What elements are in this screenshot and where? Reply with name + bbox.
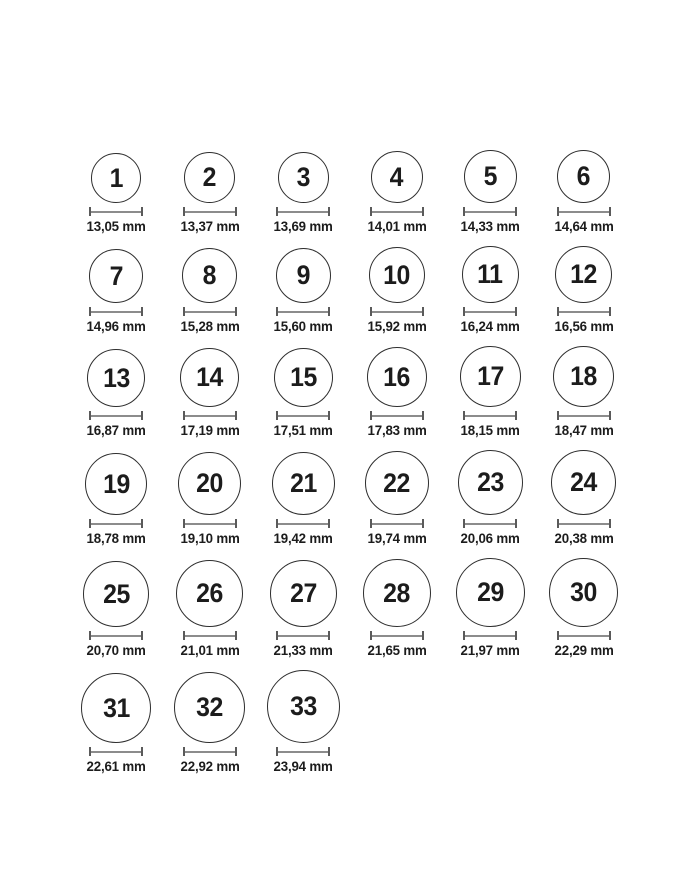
ring-size-item: [537, 558, 631, 658]
diameter-label: 15,28 mm: [180, 318, 240, 335]
diameter-label: 17,51 mm: [273, 422, 333, 439]
diameter-ruler-icon: [370, 631, 424, 640]
diameter-ruler-icon: [89, 519, 143, 528]
ring-size-number: 20: [196, 468, 224, 499]
diameter-label: 16,87 mm: [86, 422, 146, 439]
ring-size-circle: [83, 561, 149, 627]
ring-size-item: [444, 150, 538, 234]
diameter-ruler-icon: [557, 411, 611, 420]
diameter-ruler-line: [278, 635, 328, 637]
ring-size-item: [257, 152, 351, 234]
ring-size-item: [537, 246, 631, 334]
ring-size-number: 24: [570, 467, 598, 498]
ring-size-circle: [371, 151, 423, 203]
diameter-label: 21,65 mm: [367, 642, 427, 659]
ring-size-number: 1: [109, 162, 123, 193]
diameter-ruler-icon: [557, 631, 611, 640]
diameter-ruler-line: [278, 523, 328, 525]
diameter-label: 19,42 mm: [273, 530, 333, 547]
diameter-label: 18,78 mm: [86, 530, 146, 547]
diameter-ruler-icon: [276, 631, 330, 640]
diameter-ruler-icon: [370, 519, 424, 528]
diameter-ruler-icon: [557, 207, 611, 216]
diameter-label: 14,96 mm: [86, 318, 146, 335]
diameter-ruler-line: [185, 211, 235, 213]
diameter-ruler-line: [185, 523, 235, 525]
ring-size-circle: [270, 560, 337, 627]
ring-size-number: 14: [196, 362, 224, 393]
diameter-ruler-icon: [183, 307, 237, 316]
ring-size-circle: [278, 152, 329, 203]
diameter-ruler-line: [372, 415, 422, 417]
diameter-label: 18,15 mm: [460, 422, 520, 439]
ring-size-number: 10: [383, 259, 411, 290]
diameter-ruler-line: [185, 751, 235, 753]
ring-size-number: 2: [203, 162, 217, 192]
ring-size-number: 16: [383, 361, 411, 392]
diameter-label: 13,37 mm: [180, 218, 240, 234]
diameter-ruler-line: [559, 415, 609, 417]
ring-size-circle: [464, 150, 517, 203]
diameter-ruler-icon: [89, 411, 143, 420]
ring-size-number: 26: [196, 578, 224, 609]
diameter-ruler-icon: [463, 519, 517, 528]
ring-size-item: [350, 347, 444, 438]
diameter-ruler-line: [91, 751, 141, 753]
ring-size-number: 12: [570, 259, 598, 290]
ring-size-item: [163, 152, 257, 234]
diameter-ruler-icon: [183, 747, 237, 756]
ring-size-number: 6: [577, 161, 591, 191]
diameter-ruler-line: [465, 415, 515, 417]
diameter-ruler-line: [91, 523, 141, 525]
diameter-label: 22,92 mm: [180, 758, 240, 775]
ring-size-number: 7: [109, 260, 123, 291]
diameter-ruler-icon: [89, 307, 143, 316]
diameter-ruler-line: [278, 311, 328, 313]
diameter-ruler-icon: [557, 519, 611, 528]
diameter-label: 16,56 mm: [554, 318, 614, 335]
ring-size-item: [444, 246, 538, 334]
ring-size-circle: [551, 450, 616, 515]
diameter-ruler-icon: [370, 411, 424, 420]
diameter-label: 15,60 mm: [273, 318, 333, 335]
diameter-label: 21,97 mm: [460, 642, 520, 659]
diameter-ruler-line: [278, 211, 328, 213]
ring-size-number: 21: [289, 468, 317, 499]
diameter-ruler-icon: [276, 411, 330, 420]
ring-size-circle: [267, 670, 340, 743]
ring-size-number: 30: [570, 577, 598, 608]
ring-size-item: [257, 348, 351, 438]
diameter-ruler-line: [372, 635, 422, 637]
diameter-label: 17,19 mm: [180, 422, 240, 439]
diameter-ruler-line: [372, 211, 422, 213]
ring-size-item: [444, 346, 538, 438]
ring-size-circle: [549, 558, 618, 627]
diameter-ruler-icon: [557, 307, 611, 316]
ring-size-number: 5: [483, 161, 497, 191]
ring-size-circle: [182, 248, 237, 303]
ring-size-circle: [367, 347, 427, 407]
ring-size-circle: [174, 672, 245, 743]
ring-size-number: 8: [203, 260, 217, 291]
diameter-ruler-line: [278, 751, 328, 753]
ring-size-number: 19: [102, 468, 130, 499]
diameter-ruler-icon: [276, 307, 330, 316]
diameter-label: 14,01 mm: [367, 218, 427, 234]
diameter-ruler-icon: [370, 207, 424, 216]
diameter-label: 20,70 mm: [86, 642, 146, 659]
ring-size-number: 17: [476, 361, 504, 392]
diameter-label: 22,29 mm: [554, 642, 614, 659]
diameter-label: 13,05 mm: [86, 218, 146, 234]
ring-size-item: [163, 672, 257, 774]
ring-size-number: 33: [289, 691, 317, 722]
ring-size-circle: [460, 346, 521, 407]
diameter-ruler-line: [91, 211, 141, 213]
diameter-ruler-line: [372, 523, 422, 525]
diameter-ruler-icon: [463, 631, 517, 640]
diameter-ruler-line: [278, 415, 328, 417]
ring-size-item: [163, 248, 257, 334]
ring-size-item: [350, 451, 444, 546]
diameter-ruler-line: [91, 415, 141, 417]
ring-size-circle: [553, 346, 614, 407]
ring-size-circle: [555, 246, 612, 303]
ring-size-number: 28: [383, 577, 411, 608]
ring-size-number: 23: [476, 467, 504, 498]
ring-size-number: 22: [383, 467, 411, 498]
ring-size-item: [350, 559, 444, 658]
diameter-label: 21,33 mm: [273, 642, 333, 659]
ring-size-item: [70, 349, 164, 438]
diameter-ruler-icon: [463, 207, 517, 216]
diameter-ruler-line: [465, 211, 515, 213]
diameter-label: 19,10 mm: [180, 530, 240, 547]
diameter-ruler-icon: [183, 519, 237, 528]
ring-size-item: [163, 348, 257, 438]
diameter-ruler-icon: [183, 207, 237, 216]
diameter-label: 13,69 mm: [273, 218, 333, 234]
ring-size-circle: [276, 248, 331, 303]
ring-size-number: 4: [390, 161, 404, 192]
diameter-ruler-icon: [89, 631, 143, 640]
ring-size-item: [163, 452, 257, 546]
ring-size-number: 25: [102, 578, 130, 609]
ring-size-item: [257, 670, 351, 774]
diameter-ruler-line: [559, 211, 609, 213]
ring-size-number: 15: [289, 362, 317, 393]
ring-size-item: [350, 151, 444, 234]
diameter-label: 21,01 mm: [180, 642, 240, 659]
ring-size-circle: [178, 452, 241, 515]
ring-size-item: [257, 560, 351, 658]
diameter-label: 22,61 mm: [86, 758, 146, 775]
diameter-label: 15,92 mm: [367, 318, 427, 335]
ring-size-item: [70, 673, 164, 774]
ring-size-number: 31: [102, 692, 130, 723]
diameter-ruler-icon: [276, 519, 330, 528]
ring-size-number: 29: [476, 577, 504, 608]
diameter-ruler-icon: [89, 747, 143, 756]
diameter-ruler-icon: [183, 631, 237, 640]
diameter-ruler-icon: [463, 307, 517, 316]
ring-size-number: 27: [289, 578, 317, 609]
ring-size-number: 11: [477, 259, 503, 290]
ring-size-circle: [91, 153, 141, 203]
ring-size-circle: [184, 152, 235, 203]
diameter-ruler-line: [185, 311, 235, 313]
diameter-ruler-line: [559, 635, 609, 637]
ring-size-circle: [87, 349, 145, 407]
diameter-label: 14,33 mm: [460, 218, 520, 234]
ring-size-circle: [176, 560, 243, 627]
ring-size-circle: [81, 673, 151, 743]
diameter-ruler-icon: [89, 207, 143, 216]
diameter-ruler-line: [559, 311, 609, 313]
diameter-ruler-line: [372, 311, 422, 313]
ring-size-number: 9: [296, 260, 310, 291]
ring-size-grid: [70, 150, 631, 775]
ring-size-number: 18: [570, 361, 598, 392]
ring-size-item: [537, 150, 631, 234]
ring-size-item: [444, 450, 538, 546]
ring-size-item: [70, 561, 164, 658]
ring-size-circle: [274, 348, 333, 407]
ring-size-circle: [89, 249, 143, 303]
diameter-label: 18,47 mm: [554, 422, 614, 439]
diameter-ruler-icon: [276, 207, 330, 216]
ring-size-circle: [180, 348, 239, 407]
diameter-ruler-icon: [183, 411, 237, 420]
ring-size-circle: [85, 453, 147, 515]
diameter-ruler-icon: [276, 747, 330, 756]
diameter-label: 20,38 mm: [554, 530, 614, 547]
diameter-ruler-line: [559, 523, 609, 525]
ring-size-number: 13: [102, 362, 130, 393]
ring-size-number: 3: [296, 162, 310, 192]
diameter-ruler-icon: [370, 307, 424, 316]
diameter-ruler-line: [185, 415, 235, 417]
ring-size-circle: [557, 150, 610, 203]
ring-size-circle: [369, 247, 425, 303]
ring-size-item: [537, 346, 631, 438]
ring-size-circle: [462, 246, 519, 303]
diameter-ruler-icon: [463, 411, 517, 420]
diameter-ruler-line: [185, 635, 235, 637]
diameter-label: 20,06 mm: [460, 530, 520, 547]
ring-size-item: [70, 249, 164, 334]
ring-size-item: [537, 450, 631, 546]
diameter-label: 19,74 mm: [367, 530, 427, 547]
diameter-label: 14,64 mm: [554, 218, 614, 234]
diameter-ruler-line: [465, 635, 515, 637]
ring-size-item: [70, 153, 164, 234]
ring-size-item: [444, 558, 538, 658]
diameter-ruler-line: [91, 311, 141, 313]
diameter-label: 17,83 mm: [367, 422, 427, 439]
diameter-label: 16,24 mm: [460, 318, 520, 335]
ring-size-circle: [456, 558, 525, 627]
ring-size-circle: [365, 451, 429, 515]
ring-size-item: [257, 248, 351, 334]
diameter-ruler-line: [465, 311, 515, 313]
diameter-label: 23,94 mm: [273, 758, 333, 775]
ring-size-item: [350, 247, 444, 334]
ring-size-circle: [363, 559, 431, 627]
ring-size-item: [163, 560, 257, 658]
ring-size-circle: [458, 450, 523, 515]
ring-size-item: [70, 453, 164, 546]
ring-size-item: [257, 452, 351, 546]
diameter-ruler-line: [91, 635, 141, 637]
ring-size-circle: [272, 452, 335, 515]
ring-size-number: 32: [196, 692, 224, 723]
diameter-ruler-line: [465, 523, 515, 525]
